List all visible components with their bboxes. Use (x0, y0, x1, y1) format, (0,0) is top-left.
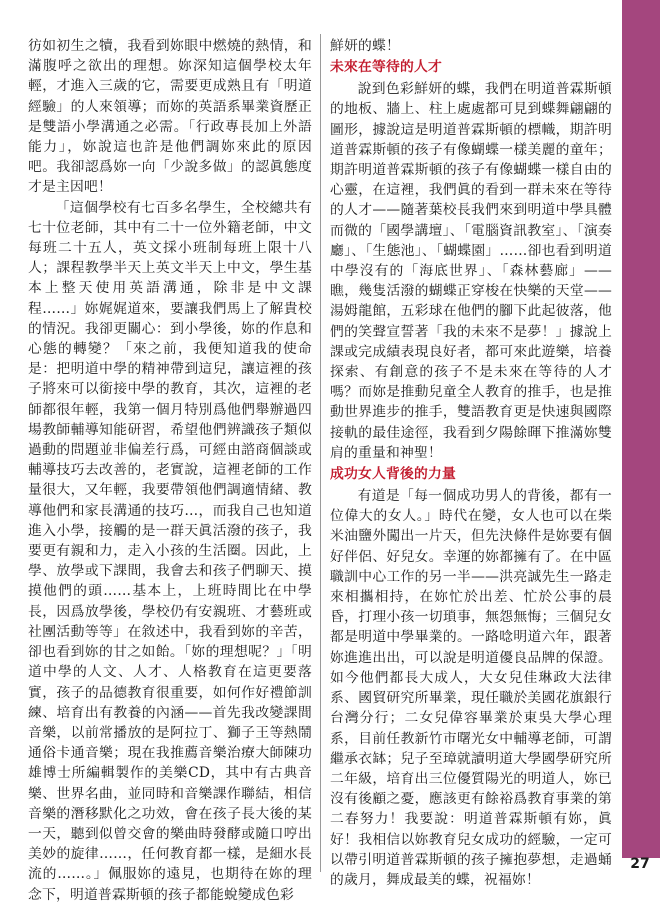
right-paragraph-0: 鮮妍的蝶！ (330, 38, 400, 54)
magenta-side-strip (622, 0, 660, 908)
section-heading-successful-woman: 成功女人背後的力量 (330, 466, 456, 483)
left-column (28, 36, 312, 905)
column-divider (320, 34, 321, 872)
right-column (330, 36, 612, 890)
left-paragraph-2: 「這個學校有七百多名學生，全校總共有七十位老師，其中有二十一位外籍老師，中文每班二十五人，英文採小班制每班上限十八人；課程教學半天上英文半天上中文，學生基本上整天使用英語溝通，除非是中文課程……」妳娓娓道來，要讓我們馬上了解貴校的情況。我卻更關心：到小學後，妳的作息和心態的轉變？「來之前，我便知道我的使命是：把明道中學的精神帶到這兒，讓這裡的孩子將來可以銜接中學的教育，其次，這裡的老師都很年輕，我第一個月特別爲他們舉辦過四場教師輔導知能研習，希望他們辨識孩子類似過動的問題並非偏差行爲，可經由諮商個談或輔導技巧去改善的，老實說，這裡老師的工作量很大，又年輕，我要帶領他們調適情緒、教導他們和家長溝通的技巧…，而我自己也知道進入小學，接觸的是一群天眞活潑的孩子，我要更有親和力，走入小孩的生活圈。因此，上學、放學或下課間，我會去和孩子們聊天、摸摸他們的頭……基本上，上班時間比在中學長，因爲放學後，學校仍有安親班、才藝班或社團活動等等」在敘述中，我看到妳的辛苦，卻也看到妳的甘之如飴。「妳的理想呢？」「明道中學的人文、人才、人格教育在這更要落實，孩子的品德教育很重要，如何作好禮節訓練、培育出有教養的內涵——首先我改變課間音樂，以前常播放的是阿拉丁、獅子王等熱鬧通俗卡通音樂；現在我推薦音樂治療大師陳功雄博士所編輯製作的美樂CD，其中有古典音樂、世界名曲，並同時和音樂課作聯結，相信音樂的潛移默化之功效，會在孩子長大後的某一天，聽到似曾交會的樂曲時發酵或隨口哼出美妙的旋律……，任何教育都一樣，是細水長流的……。」佩服妳的遠見，也期待在妳的理念下，明道普霖斯頓的孩子都能蛻變成色彩 (28, 199, 312, 903)
right-paragraph-1: 說到色彩鮮妍的蝶，我們在明道普霖斯頓的地板、牆上、柱上處處都可見到蝶舞翩翩的圖形，據說這是明道普霖斯頓的標幟，期許明道普霖斯頓的孩子有像蝴蝶一樣美麗的童年；期許明道普霖斯頓的孩子有像蝴蝶一樣自由的心靈，在這裡，我們眞的看到一群未來在等待的人才——隨著葉校長我們來到明道中學具體而微的「國學講壇」、「電腦資訊教室」、「演奏廳」、「生態池」、「蝴蝶園」……卻也看到明道中學沒有的「海底世界」、「森林藝廊」——瞧，幾隻活潑的蝴蝶正穿梭在快樂的天堂——湯姆龍館，五彩球在他們的腳下此起彼落，他們的笑聲宣誓著「我的未來不是夢！」據說上課或完成績表現良好者，都可來此遊樂，培養探索、有創意的孩子不是未來在等待的人才嗎？而妳是推動兒童全人教育的推手，也是推動世界進步的推手，雙語教育更是快速與國際接軌的最佳途徑，我看到夕陽餘暉下推滿妳雙肩的重量和神聖！ (330, 81, 612, 461)
left-paragraph-1: 彷如初生之犢，我看到妳眼中燃燒的熱情，和滿腹呼之欲出的理想。妳深知這個學校太年輕，才進入三歲的它，需要更成熟且有「明道經驗」的人來領導；而妳的英語系畢業資歷正是雙語小學溝通之必需。「行政專長加上外語能力」，妳說這也許是他們調妳來此的原因吧。我卻認爲妳一向「少說多做」的認眞態度才是主因吧！ (28, 38, 312, 196)
section-heading-future-talent: 未來在等待的人才 (330, 59, 442, 76)
page-number: 27 (630, 856, 650, 872)
right-paragraph-2: 有道是「每一個成功男人的背後，都有一位偉大的女人。」時代在變，女人也可以在柴米油鹽外闖出一片天，但先決條件是妳要有個好伴侶、好兒女。幸運的妳都擁有了。在中區職訓中心工作的另一半——洪亮誠先生一路走來相攜相持，在妳忙於出差、忙於公事的晨昏，打理小孩一切瑣事，無怨無悔；三個兒女都是明道中學畢業的。一路唸明道六年，跟著妳進進出出，可以說是明道優良品牌的保證。如今他們都長大成人，大女兒佳琳政大法律系、國貿研究所畢業，現任職於美國花旗銀行台灣分行；二女兒偉容畢業於東吳大學心理系，目前任教新竹市曙光女中輔導老師，可謂繼承衣缽；兒子至璋就讀明道大學國學研究所二年級，培育出三位優質陽光的明道人，妳已沒有後顧之憂，應該更有餘裕爲教育事業的第二春努力！我要說：明道普霖斯頓有妳，眞好！我相信以妳教育兒女成功的經驗，一定可以帶引明道普霖斯頓的孩子擁抱夢想，走過蛹的歲月，舞成最美的蝶，祝福妳！ (330, 488, 612, 888)
